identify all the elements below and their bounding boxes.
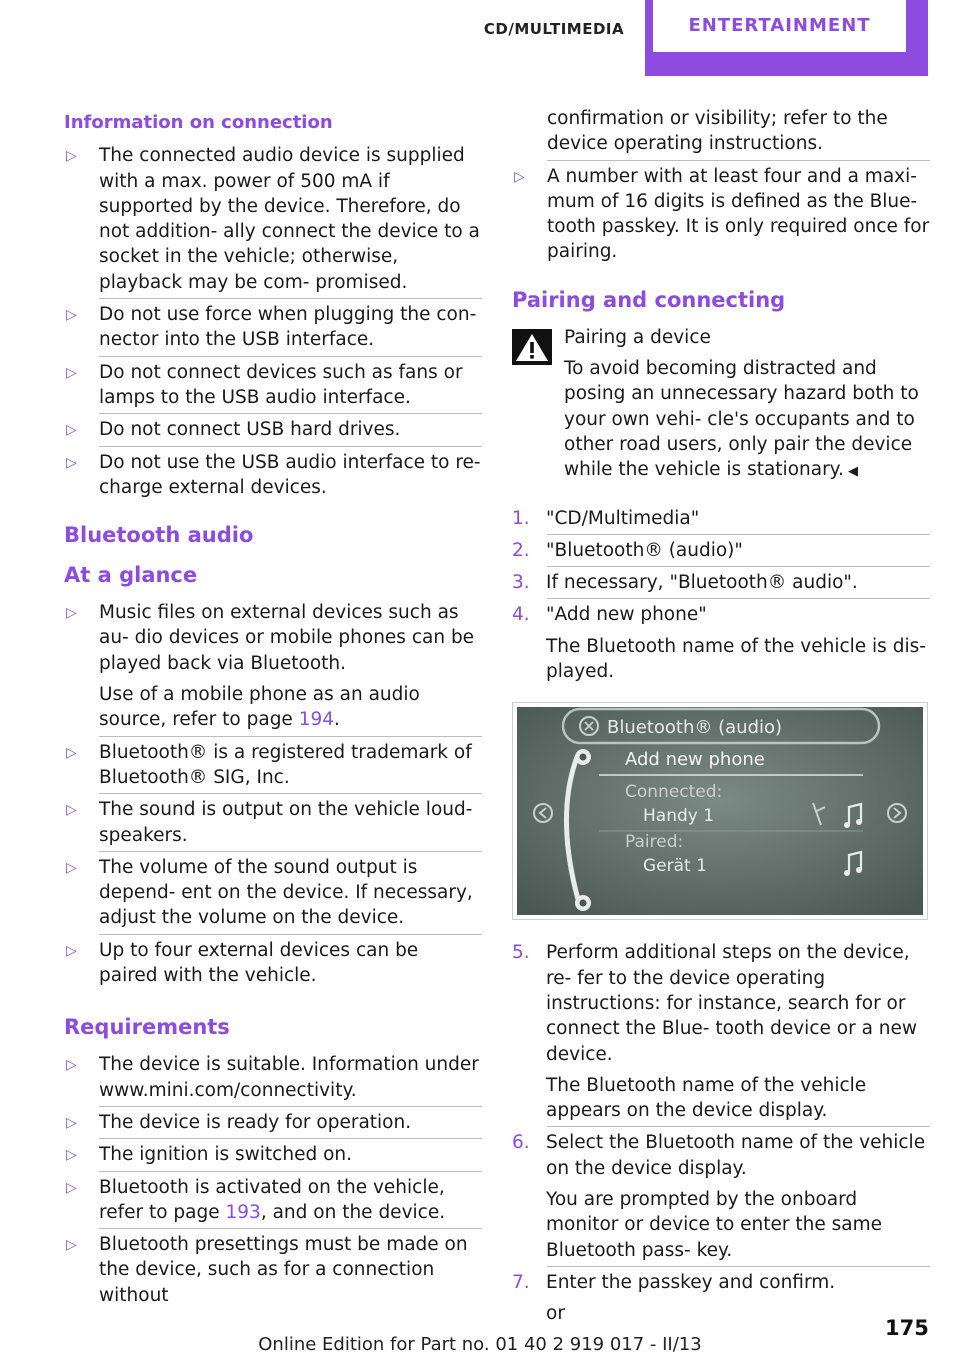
page-ref-link[interactable]: 194 [298,709,335,731]
arrow-icon: ▷ [66,148,77,165]
step-item [512,1270,930,1327]
item-text: Do not connect devices such as fans or lamps to the USB audio interface. [99,361,463,408]
list-item [512,164,930,265]
screen-add-new-phone: Add new phone [625,749,765,771]
arrow-icon: ▷ [66,605,77,622]
step-item [512,940,930,1123]
item-text: Do not use force when plugging the con‐ nector into the USB interface. [99,304,477,351]
list-item [64,1175,482,1226]
step-text: "CD/Multimedia" [546,507,700,529]
warning-box [512,325,930,485]
warning-title: Pairing a device [564,326,711,348]
step-number: 6. [512,1132,530,1154]
list-item [64,360,482,411]
item-text: confirmation or visibility; refer to the device operating instructions. [547,108,888,155]
item-text: A number with at least four and a maxi‐ mum of 16 digits is defined as the Blue‐ tooth passkey. It is only required once for pairing. [547,165,930,263]
item-text: Do not use the USB audio interface to re‐ charge external devices. [99,451,481,498]
step-text: "Bluetooth® (audio)" [546,539,743,561]
info-list [64,143,482,500]
pairing-heading: Pairing and connecting [512,287,786,312]
list-item [64,600,482,732]
edition-footer: Online Edition for Part no. 01 40 2 919 017 - II/13 [258,1334,702,1355]
arrow-icon: ▷ [66,454,77,471]
list-item [64,143,482,295]
step-subtext: You are prompted by the onboard monitor or device to enter the same Bluetooth pass‐ key. [546,1189,883,1261]
arrow-icon: ▷ [66,859,77,876]
step-number: 7. [512,1271,530,1293]
step-item [512,506,930,531]
arrow-icon: ▷ [66,307,77,324]
step-subtext: The Bluetooth name of the vehicle appears on the device display. [546,1074,867,1122]
screen-device-2: Gerät 1 [643,856,707,877]
steps-list [512,506,930,685]
step-item [512,602,930,684]
arrow-icon: ▷ [66,1237,77,1254]
item-text: The connected audio device is supplied with a max. power of 500 mA if supported by the device. Therefore, do not addition‐ ally connect the device to a socket in the vehicle; otherwise, playback may be com‐ promised. [99,145,480,293]
step-text: "Add new phone" [546,604,707,626]
bluetooth-menu-display [517,707,923,915]
list-item [64,740,482,791]
end-of-warning-icon: ◀ [843,464,859,480]
arrow-icon: ▷ [66,1057,77,1074]
arrow-icon: ▷ [66,364,77,381]
arrow-icon: ▷ [66,942,77,959]
list-item [64,417,482,442]
section-tab: CD/MULTIMEDIA [483,20,625,38]
arrow-icon: ▷ [66,1114,77,1131]
display-screenshot [512,702,928,920]
step-item [512,538,930,563]
info-heading: Information on connection [64,112,333,133]
warning-icon [512,329,552,365]
arrow-icon: ▷ [66,744,77,761]
arrow-icon: ▷ [514,168,525,185]
glance-list [64,600,482,988]
list-item-continued [512,106,930,157]
step-subtext: The Bluetooth name of the vehicle is dis‐ played. [546,635,926,683]
chapter-tab-label: ENTERTAINMENT [653,0,906,52]
item-text: Bluetooth is activated on the vehicle, refer to page 193, and on the device. [99,1176,446,1223]
item-text: The volume of the sound output is depend‐ ent on the device. If necessary, adjust the volume on the device. [99,856,473,929]
item-text: Up to four external devices can be paired with the vehicle. [99,939,419,987]
list-item [64,1110,482,1135]
warning-text: To avoid becoming distracted and posing an unnecessary hazard both to your own vehi‐ cle's occupants and to other road users, only pair the device while the vehicle is stationary. ◀ [564,358,919,481]
list-item [64,855,482,931]
list-item [64,450,482,501]
list-item [64,797,482,848]
list-item [64,1142,482,1167]
item-subtext: Use of a mobile phone as an audio source, refer to page 194. [99,684,420,731]
arrow-icon: ▷ [66,422,77,439]
step-text: If necessary, "Bluetooth® audio". [546,572,858,594]
step-text: Perform additional steps on the device, re‐ fer to the device operating instructions: for instance, search for or connect the Blue‐ tooth device or a new device. [546,942,918,1065]
requirements-heading: Requirements [64,1015,230,1040]
step-text: Enter the passkey and confirm. [546,1271,836,1293]
page-ref-link[interactable]: 193 [225,1201,261,1223]
requirements-list [64,1052,482,1308]
step-item [512,570,930,595]
item-text: The device is ready for operation. [99,1111,412,1133]
step-item [512,1130,930,1262]
screen-device-1: Handy 1 [643,806,715,827]
step-text: Select the Bluetooth name of the vehicle on the device display. [546,1132,926,1179]
step-number: 5. [512,942,530,964]
step-number: 3. [512,572,530,594]
page-number: 175 [885,1316,929,1340]
arrow-icon: ▷ [66,1147,77,1164]
chapter-tab [645,0,928,76]
item-text: The device is suitable. Information under www.mini.com/connectivity. [99,1054,479,1101]
item-text: The sound is output on the vehicle loud‐ speakers. [99,799,473,846]
left-column [64,108,482,1315]
list-item [64,302,482,353]
right-column [512,108,930,1334]
at-a-glance-heading: At a glance [64,563,198,588]
step-number: 2. [512,539,530,561]
item-text: The ignition is switched on. [99,1144,353,1166]
list-item [64,1232,482,1308]
item-text: Bluetooth® is a registered trademark of Bluetooth® SIG, Inc. [99,741,472,788]
steps-list-continued [512,940,930,1326]
bluetooth-audio-heading: Bluetooth audio [64,523,254,548]
step-subtext: or [546,1303,565,1325]
arrow-icon: ▷ [66,1179,77,1196]
screen-title: Bluetooth® (audio) [607,717,783,739]
item-text: Bluetooth presettings must be made on the device, such as for a connection without [99,1234,468,1306]
list-item [64,938,482,989]
screen-paired-label: Paired: [625,832,684,853]
item-text: Music files on external devices such as au‐ dio devices or mobile phones can be played back via Bluetooth. [99,602,475,674]
continued-list [512,106,930,265]
screen-connected-label: Connected: [625,782,723,803]
step-number: 1. [512,507,530,529]
arrow-icon: ▷ [66,802,77,819]
list-item [64,1052,482,1103]
item-text: Do not connect USB hard drives. [99,419,401,441]
step-number: 4. [512,604,530,626]
